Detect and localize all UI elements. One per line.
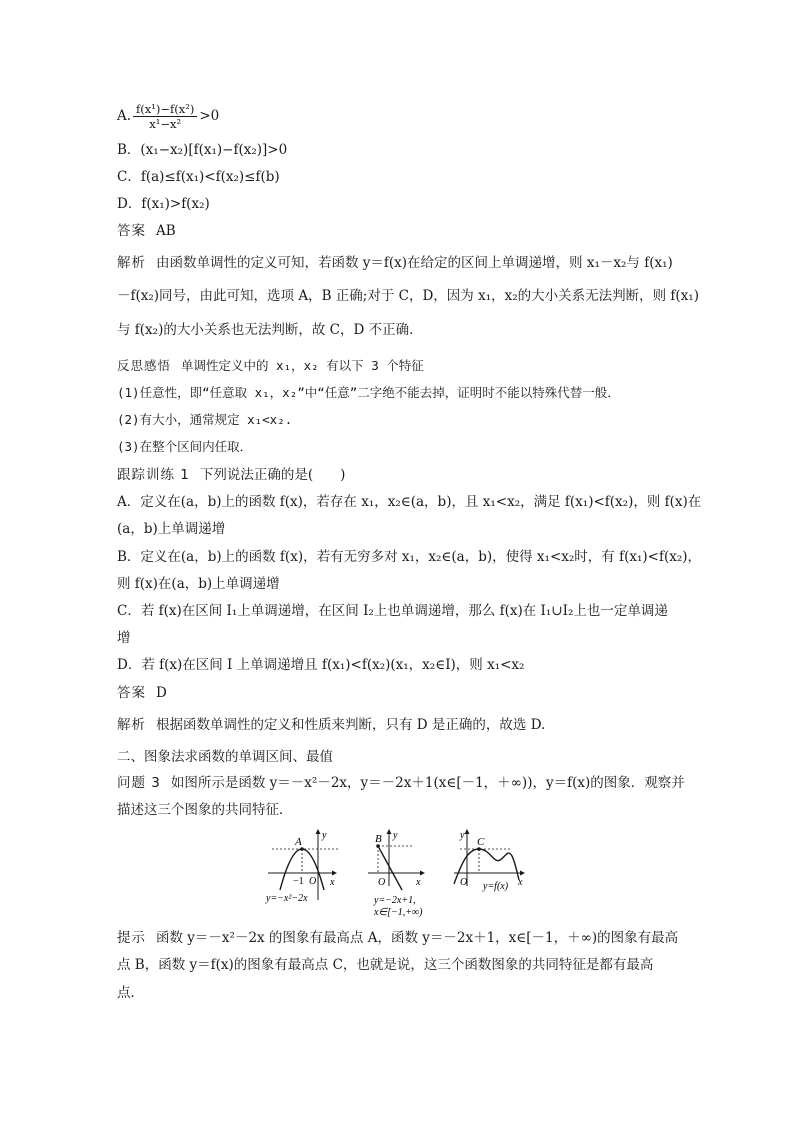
origin-label: O (378, 877, 386, 888)
graph-3-caption: y=f(x) (483, 881, 509, 892)
hint-label: 提示 (117, 930, 146, 946)
option-a-numerator: f(x¹)−f(x²) (133, 102, 197, 117)
exercise-option-b-line-2: 则 f(x)在(a，b)上单调递增 (117, 576, 280, 592)
answer-label: 答案 (117, 685, 146, 701)
y-axis-label: y (460, 830, 465, 841)
analysis-label: 解析 (117, 717, 146, 733)
exercise-option-c-line-1: C．若 f(x)在区间 I₁上单调递增，在区间 I₂上也单调递增，那么 f(x)在 I₁∪I₂上也一定单调递 (117, 603, 668, 619)
problem-3-line-2: 描述这三个图象的共同特征． (117, 802, 293, 818)
hint-line-1 (117, 928, 678, 948)
problem-label: 问题 3 (117, 775, 161, 791)
answer-1 (117, 221, 176, 241)
point-a-label: A (295, 836, 302, 848)
analysis-1-line-1 (117, 253, 673, 273)
y-axis-arrow (316, 829, 321, 834)
origin-label: O (309, 876, 317, 887)
option-a-top (117, 102, 219, 131)
answer-2 (117, 683, 167, 703)
option-a-fraction (133, 102, 197, 131)
analysis-1-line-2: －f(x₂)同号，由此可知，选项 A，B 正确;对于 C，D，因为 x₁，x₂的大小关系无法判断，则 f(x₁) (117, 288, 699, 304)
exercise-1-heading (117, 465, 345, 485)
exercise-label: 跟踪训练 1 (117, 467, 190, 483)
x-axis-label: x (416, 877, 421, 888)
exercise-option-b-line-1: B．定义在(a，b)上的函数 f(x)，若有无穷多对 x₁，x₂∈(a，b)，使得 x₁<x₂时，有 f(x₁)<f(x₂)， (117, 549, 702, 565)
hint-line-3: 点． (117, 985, 144, 1001)
reflection-label: 反思感悟 (117, 358, 172, 373)
x-axis-arrow (520, 871, 525, 876)
point-b-label: B (375, 833, 382, 845)
option-d-top: D．f(x₁)>f(x₂) (117, 196, 210, 212)
answer-value: D (156, 685, 167, 701)
x-axis-arrow (420, 871, 425, 876)
graph-parabola (262, 828, 344, 906)
reflection-point-2: (2)有大小，通常规定 x₁<x₂. (117, 412, 293, 427)
analysis-1-line-3: 与 f(x₂)的大小关系也无法判断，故 C，D 不正确． (117, 322, 423, 338)
option-b-top: B．(x₁−x₂)[f(x₁)−f(x₂)]>0 (117, 142, 288, 158)
exercise-option-a-line-1: A．定义在(a，b)上的函数 f(x)，若存在 x₁，x₂∈(a，b)，且 x₁<x₂，满足 f(x₁)<f(x₂)，则 f(x)在 (117, 494, 702, 510)
graph-2-caption-2: x∈[−1,+∞) (374, 907, 423, 918)
problem-3-line-1 (117, 773, 685, 793)
origin-label: O (460, 877, 468, 888)
exercise-question: 下列说法正确的是( ) (199, 467, 346, 483)
point-c-label: C (477, 836, 485, 848)
exercise-option-d: D．若 f(x)在区间 I 上单调递增且 f(x₁)<f(x₂)(x₁，x₂∈I)，则 x₁<x₂ (117, 657, 525, 673)
answer-value: AB (156, 223, 176, 239)
graph-general-curve (450, 828, 530, 906)
option-a-suffix: >0 (199, 108, 220, 124)
option-c-top: C．f(a)≤f(x₁)<f(x₂)≤f(b) (117, 169, 280, 185)
analysis-text: 根据函数单调性的定义和性质来判断，只有 D 是正确的，故选 D. (156, 717, 546, 733)
graph-line (364, 828, 444, 920)
reflection-point-1: (1)任意性，即“任意取 x₁，x₂”中“任意”二字绝不能去掉，证明时不能以特殊代替一般． (117, 385, 620, 400)
analysis-2 (117, 715, 545, 735)
option-a-prefix: A. (117, 108, 132, 124)
y-axis-arrow (465, 829, 470, 834)
reflection-heading (117, 356, 424, 376)
hint-line-2: 点 B，函数 y＝f(x)的图象有最高点 C，也就是说，这三个函数图象的共同特征是都有最高 (117, 957, 654, 973)
exercise-option-a-line-2: (a，b)上单调递增 (117, 521, 226, 537)
option-a-denominator: x¹−x² (149, 117, 182, 131)
x-axis-label: x (518, 877, 523, 888)
x-axis-label: x (330, 877, 335, 888)
reflection-title: 单调性定义中的 x₁，x₂ 有以下 3 个特征 (181, 358, 424, 373)
section-2-title: 二、图象法求函数的单调区间、最值 (117, 749, 333, 765)
analysis-text-1: 由函数单调性的定义可知，若函数 y＝f(x)在给定的区间上单调递增，则 x₁－x₂与 f(x₁) (156, 255, 673, 271)
graph-1-caption: y=−x²−2x (266, 893, 308, 904)
x-axis-arrow (332, 871, 337, 876)
answer-label: 答案 (117, 223, 146, 239)
exercise-option-c-line-2: 增 (117, 630, 131, 646)
tick-label-minus-one: −1 (293, 876, 304, 887)
analysis-label: 解析 (117, 255, 146, 271)
graph-2-caption-1: y=−2x+1, (374, 895, 416, 906)
problem-text-1: 如图所示是函数 y＝－x²－2x，y＝－2x＋1(x∈[－1，＋∞))，y＝f(x)的图象．观察并 (170, 775, 685, 791)
hint-text-1: 函数 y＝－x²－2x 的图象有最高点 A，函数 y＝－2x＋1，x∈[－1，＋∞)的图象有最高 (156, 930, 679, 946)
reflection-point-3: (3)在整个区间内任取． (117, 439, 253, 454)
y-axis-label: y (322, 830, 327, 841)
y-axis-label: y (393, 830, 398, 841)
y-axis-arrow (387, 829, 392, 834)
